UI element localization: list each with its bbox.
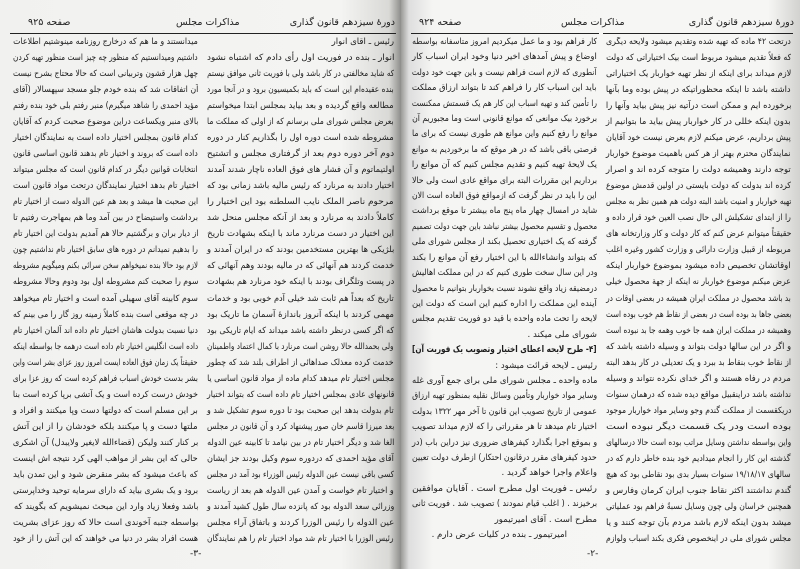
text-line-content: مردم در رفاه هستند و اگر خدای نکرده نتواند و وسیله [606,373,791,384]
text-line [12,245,198,256]
text-line-content: درمضیقه زیاد واقع نشوند نسبت بخواربار بتوانیم تا محصول [412,283,597,294]
text-line [12,518,198,529]
text-line [605,181,791,192]
text-line [411,129,597,140]
text-line-content: فرصتی باقی باشد که در هر موقع که ما برخوردیم به موانع [412,144,597,155]
text-line [605,37,791,48]
text-line [605,294,791,305]
header-rule-left [411,33,599,34]
text-line [411,530,597,541]
text-line [411,330,597,341]
text-line [411,499,597,510]
text-line-content: سوم را صحبت کنم مشروطه اول بود ودوم وحالا مشروطه [12,277,198,288]
text-line-content: را بدهیم نمیدانم در دوره های سابق اختیار تام نداشتیم چون [13,245,198,256]
text-line [605,229,791,240]
text-line [206,406,394,417]
text-line-content: آینده این مملکت را اداره کنیم این است که دولت این [412,298,597,309]
text-line-content: بدون اینکه خللی در کار خواربار پیش بیاید ما بتوانیم از [606,117,791,128]
text-line [12,454,198,465]
text-line-content: پیش برداریم، عرض میکنم لازم بعرض نیست خود آقایان [606,133,791,144]
text-line-content: انتخابات قوانین دیگر در کدام قانون است که مجلس میتواند [13,165,198,176]
text-line [12,261,198,272]
text-line-content: بعد میرزا قاسم خان صور پیشنهاد کرد و آن قانون در مجلس [206,421,394,432]
text-line [206,518,394,529]
text-line-content: که باعث میشود که بشر منقرض شود و این تمدن باید [13,469,198,480]
text-line-content: بوده است ودر یک قسمت دیگر نبوده است [605,421,791,432]
text-line-content: از دیار بران و برگشتیم حالا هم آمدیم بدولت این اختیار تام [12,229,198,240]
text-line [411,299,597,310]
text-line [605,197,791,208]
text-line-content: برخورد بیک موانعی که موانع قانونی است وما مجبوریم آن [412,114,597,125]
text-line [12,117,198,128]
text-line [411,222,597,233]
text-line [12,326,198,337]
text-line-content: آنطوری که لازم است فراهم نیست و باین جهت خود دولت [412,67,597,78]
text-line [605,165,791,176]
header-title: مذاکرات مجلس [176,17,240,28]
text-line-content: دوم آخر دوره دوم بعد از گرفتاری مجلس و اتشتیح [206,149,394,160]
text-line-content: از نقاط خوب بنقاط بد ببرد و یک تعدیلی در کار بدهد البته [605,357,791,368]
text-line-content: آقای مؤید احمدی که دردوره سوم وکیل بودند جز ایشان [207,453,394,464]
text-line-content: کرده اند بدولت که دولت بایستی در اولین قدمش موضوع [605,181,791,192]
text-line [605,374,791,385]
text-line [206,310,394,321]
text-line [12,534,198,545]
text-line [411,268,597,279]
text-line-content: برخورده ایم و ممکن است درآتیه نیز پیش بیاید وآنها را [605,101,791,112]
header-page-number: صفحه ۹۲۴ [419,17,462,28]
text-line [206,502,394,513]
text-line-content: واعلام واجرا خواهد گردید . [501,468,597,479]
text-line [12,181,198,192]
text-line [12,406,198,417]
text-line-content: بلژیکی ها بهترین مستخدمین بودند که در ایران آمدند و [206,245,394,256]
text-line [605,358,791,369]
text-line-content: شورای ملی میکند . [527,329,597,340]
text-line-content: کاملاً دادند به مرنارد و بعد از آنکه مجلس منحل شد [207,213,394,224]
text-line-content: رئیس ـ لایحه قرائت میشود : [495,360,597,371]
text-line-content: رئیس الوزرا با اختیار تام شد مواد اختیار تام را هم نمایندگان [207,533,394,544]
text-line-content: مؤید احمدی را شاهد میگیرم) منبر رفتم بلی خود بنده رفتم [12,101,198,112]
text-line-content: درتحت ۴۲ ماده که تهیه شده وتقدیم میشود ولایحه دیگری [606,37,791,47]
text-line-content: برداشت واستیضاح در بین آمد وما هم بمهاجرت رفتیم تا [13,213,198,224]
text-line-content: عین الدوله را رئیس الوزرا کردند و باتفاق آراء مجلس [206,517,394,528]
text-line [12,502,198,513]
text-line [206,342,394,353]
text-line [12,277,198,288]
text-line [411,376,597,387]
text-line-content: ودر این سال سخت طوری کنیم که در این مملکت اهالیش [411,268,597,279]
text-line [411,176,597,187]
header-series: دورهٔ سیزدهم قانون گذاری [688,17,794,28]
text-line [605,454,791,465]
text-line [12,133,198,144]
text-line-content: محصول و تقسیم محصول بیشتر نباشد باین جهت دولت تصمیم [411,221,597,232]
text-line [206,454,394,465]
text-line [605,53,791,64]
text-line [411,68,597,79]
text-line [411,453,597,464]
text-line [206,53,394,64]
text-line-content: مجلس شورای ملی در اینخصوص فکری بکند اسباب ولوازم [606,533,791,544]
text-line [206,101,394,112]
text-line-content: سالهای ۱۹/۱۸/۱۷ سنوات بسیار بدی بود نقاطی بود که هیچ [606,469,791,480]
text-line-content: و اگر در این سالها دولت بتواند و وسیله داشته باشد که [605,341,791,352]
text-column-right [605,37,791,545]
text-line [206,294,394,305]
text-line [411,191,597,202]
text-line [12,213,198,224]
text-line-content: بواسطه جنبه آخوندی است حالا که روز عزای بشریت [12,517,198,528]
text-line [12,53,198,64]
text-line [12,197,198,208]
text-line-content: لازم بود حالا بنده نمیخواهم سخن سرائی بکنم ومیگویم مشروطه [13,261,198,272]
text-line [411,37,597,48]
text-line-content: الغا شد و دیگر اختیار تام در بین نیامد تا کابینه عین الدوله [206,437,394,448]
text-line-content: میشد بدون اینکه لازم باشد مردم بآن توجه کنند و یا [605,517,791,528]
text-line-content: اوقاتشان تخصیص داده میشود بموضوع خواربار اینکه [606,261,791,272]
text-line-content: [۴- طرح لایحه اعطای اختیار وتصویب یک فوریت آن] [412,345,597,356]
text-line-content: باید این اسباب کار را فراهم کند تا بتواند ارزاق مملکت [412,83,597,94]
text-line-content: اوضاع و پیش آمدهای اخیر دنیا وخود ایران اسباب کار [412,52,597,63]
text-line [411,438,597,449]
text-line-content: در پست وتلگراف بودند با اینکه خود مرنارد هم بشهادت [206,277,394,288]
text-line [12,149,198,160]
text-line-content: تاریخ که بعداً هم ثابت شد خیلی آدم خوبی بود و خدمات [207,293,394,304]
text-line-content: حالی که این بشر از مواهب الهی کرد نتیجه اش اینست [13,453,198,464]
text-line-content: برخیزند . ( اغلب قیام نمودند ) تصویب شد . فوریت ثانی [411,499,597,510]
text-line [411,237,597,248]
text-line [206,149,394,160]
text-line-content: تهیه خواربار و امنیت باشد البته دولت هم همین نظر به مجلس [605,197,791,208]
text-line [12,342,198,353]
text-line-content: مرحوم ناصر الملک نایب السلطنه بود این اختیار را [207,197,394,208]
text-line-content: واین بواسطه نداشتن وسایل مراتب بوده است حالا درسالهای [605,437,791,448]
text-line-content: مجلس اختیار تام میدهد کدام ماده از مواد قانون اساسی یا [206,373,394,384]
text-line-content: در چه موقعی است بنده کاملاً زمینه روز گار را می بینم که [13,309,198,320]
text-line [605,438,791,449]
text-line [12,390,198,401]
text-line [411,145,597,156]
text-line [206,261,394,272]
text-line-content: بنده عقیده‌ام این است که باید بکمیسیون برود و در آنجا مورد [207,85,394,96]
text-line-content: بالای منبر ویکساعت دراین موضوع صحبت کردم که آقایان [12,117,198,128]
text-line-content: مطالعه واقع گردیده و بعد بیاید بمجلس ابتدا میخواستم [207,101,394,112]
text-line-content: همچنین خراسان ولی چون وسایل نسبةً فراهم بود عملیاتی [605,501,791,512]
text-line-content: حقیقتاً یک زمان فوق العاده ایست امروز روز عزای بشر است واین [13,357,198,368]
text-line-content: بد باشد محصول در مملکت ایران همیشه در بعضی اوقات در [606,293,791,304]
text-line-content: دنیا نسبت بدولت هاشان اختیار تام داده اند آلمان اختیار تام [13,325,198,336]
text-line [206,181,394,192]
text-line [605,261,791,272]
text-line-content: بشر بدست خودش اسباب فراهم کرده است که روز عزا برای [12,373,198,384]
text-line [206,470,394,481]
text-line [206,213,394,224]
section-heading [411,345,597,356]
text-line [411,284,597,295]
text-line-content: وسایر مواد خواربار وتأمین وسائل نقلیه بمنظور تهیه ارزاق [411,391,597,402]
text-line-content: امیرتیمور ـ بنده در کلیات عرض دارم . [431,530,567,540]
text-line-content: بعرض مجلس شورای ملی برسانم که از اولی که مملکت ما [207,117,394,128]
text-line-content: خدمت کرده معذلک صداهائی از اطراف بلند شد که چطور [207,357,394,368]
text-line-content: دریکقسمت از مملکت گندم وجو وسایر مواد خواربار موجود [605,405,791,416]
text-line-content: نداشته باشد دراینقبیل مواقع دیده شده که درهمان سنوات [606,389,791,400]
text-line [12,294,198,305]
text-line-content: بر کنار کنند ولیکن (قضاءالله لایغیر ولایبدل) آن اشکری [12,437,198,448]
text-line [605,69,791,80]
text-line [206,133,394,144]
text-line-content: کسی باقی نیست عین الدوله رئیس الوزراء بود آمد در مجلس [206,469,394,480]
text-line [605,277,791,288]
text-line [12,374,198,385]
text-line-content: و بموقع اجرا بگذارد کیفرهای ضروری نیز دراین باب (در [411,437,597,448]
text-line-content: شاید در امسال چهار ماه پنج ماه بیشتر تا موقع برداشت [411,206,597,217]
text-line-content: انوار ـ بنده در فوریت اول رأی دادم که اشتباه نشود [206,53,394,64]
text-line [12,101,198,112]
text-line [605,149,791,160]
text-line-content: داشتیم ومیدانستیم که منظور چه چیز است منظور تهیه کردن [13,53,198,64]
text-line [206,374,394,385]
text-line [411,52,597,63]
text-line-content: گندم نداشتند اکثر نقاط جنوب ایران کرمان وفارس و [605,485,791,496]
text-line [411,83,597,94]
text-line [12,358,198,369]
text-line-content: بعضی جاها بد بوده است در بعضی از نقاط هم خوب بوده است [605,309,791,320]
text-line-content: خدمت کردند هم آنهائی که در مالیه بودند وهم آنهائی که [206,261,394,272]
text-line [12,470,198,481]
text-line [206,37,394,48]
text-line [411,515,597,526]
text-line [411,314,597,325]
text-line-content: نمایندگان محترم بهتر از هر کس باهمیت موضوع خواربار [606,149,791,160]
text-line [12,165,198,176]
text-line [206,277,394,288]
text-line-content: وهمیشه در مملکت ایران همه جا خوب وهمه جا بد نبوده است [605,325,791,336]
text-line-content: حقیقتاً میتوانم عرض کنم که کار دولت و کار وزارتخانه های [605,229,791,240]
text-line-content: ملتها دست و پا میکنند بلکه خودشان را از این آتش [13,421,198,432]
header-series: دورهٔ سیزدهم قانون گذاری [289,17,395,28]
text-line [206,534,394,545]
text-line-content: را تأمین کند و تهیه اسباب این کار هم یک قسمتش ممکنست [411,98,597,109]
text-line [206,165,394,176]
text-line-content: اولتیماتوم و آن فشار های فوق العاده ناچار شدند آمدند [206,165,394,176]
header-title: مذاکرات مجلس [561,17,625,28]
text-line-content: برداریم این مقررات البته برای مواقع عادی است ولی حالا [411,175,597,186]
text-line [206,197,394,208]
text-line [411,253,597,264]
text-line-content: و اختیار تام خواست و آمدن عین الدوله هم بعد از ریاست [207,485,394,496]
text-line-content: باشد وفعلا زیاد وارد این مبحث نمیشویم که بگویند که [13,501,198,512]
text-line [605,117,791,128]
text-line-content: ولی بحمدالله حالا روشن است مرنارد با کمال اعتماد واطمینان [207,341,394,352]
text-line-content: داده است که بروند و اختیار تام بدهند قانون اساسی قانون [13,149,198,160]
header-rule [10,33,396,34]
page-footer-number: -۲- [587,549,599,559]
text-line [206,245,394,256]
text-line-content: بر این مسلم است که دولتها دست وپا میکنند و افراد و [13,405,198,416]
text-line-content: خودش درست کرده است و یک آتشی برپا کرده است بنا [12,389,198,400]
text-line-content: سوم کابینه آقای سهیلی آمده است و اختیار تام میخواهد [13,293,198,304]
text-line [12,422,198,433]
text-column-left [12,37,198,545]
text-line [206,326,394,337]
text-line-content: اختیار دادند به مرنارد که رئیس مالیه باشد زمانی بود که [206,181,394,192]
text-line [12,229,198,240]
header-page-number: صفحه ۹۲۵ [28,17,71,28]
text-line-content: میدانستند و ما هم که درخارج روزنامه مینوشتیم اطلاعات [13,37,198,47]
text-line [206,438,394,449]
text-line-content: اختیار تام میدهد تا هر مقرراتی را که لازم میداند تصویب [412,422,597,433]
text-line-content: وزرائی سعد الدوله بود که پانزده سال طول کشید آمدند و [206,501,394,512]
text-line-content: مهمی کردند با اینکه آنروز باندازهٔ آسمان ما تاریک بود [206,309,394,320]
text-line [206,85,394,96]
text-line [411,99,597,110]
text-column-left [411,37,597,541]
text-line [12,310,198,321]
text-line-content: چهل هزار قشون وتربیانی است که حالا محتاج بشرح نیست [12,69,198,80]
text-line [206,486,394,497]
text-line-content: که اگر کسی درنظر داشته باشد میداند که ایام تاریکی بود [206,325,394,336]
text-line [206,422,394,433]
text-line-content: گذشته این کار را انجام میدادیم خود بنده خاطر دارم که در [606,453,791,464]
page-924 [401,0,800,569]
text-line [411,361,597,372]
text-line-content: اختیار تام بدهد اختیار نمایندگان درتحت مواد قانون است [12,181,198,192]
text-line [605,470,791,481]
text-line-content: موانع را رفع کنیم واین موانع هم طوری نیست که برای ما [411,129,597,140]
text-line [605,390,791,401]
text-line [605,326,791,337]
text-line [206,390,394,401]
text-line-content: مشروطه شده است دوره اول را بگذاریم کنار در دوره [207,133,394,144]
text-line [12,486,198,497]
page-footer-number: -۳- [190,549,202,559]
text-line-content: که فعلاً تقدیم میشود مربوط است بیک اختیاراتی که دولت [605,53,791,64]
text-line-content: داشته باشد تا اینکه محظوراتیکه در پیش بوده وما بآنها [606,85,791,96]
text-line [605,342,791,353]
text-line [605,310,791,321]
text-line [605,534,791,545]
text-line-content: که بتواند وانشاءالله با این اختیار رفع آن موانع را بکند [411,252,597,263]
text-line [605,85,791,96]
text-line-content: که شاید مخالفتی در کار باشد ولی با فوریت ثانی موافق نیستم [206,69,394,80]
text-line-content: گرفته که یک اختیاری تحصیل بکند از مجلس شورای ملی [412,237,597,248]
text-line [605,518,791,529]
text-line-content: تام بدولت بدهد این صحبت بود تا دوره سوم تشکیل شد و [207,405,394,416]
text-line-content: مطرح است . آقای امیرتیمور [494,514,597,525]
text-line [206,229,394,240]
text-line [12,85,198,96]
text-line [411,160,597,171]
text-line [605,213,791,224]
text-line-content: رئیس ـ آقای انوار [331,37,394,47]
text-line-content: هست افراد بشر در دنیا می خواهند که این آتش را از خود [13,533,198,544]
text-line [605,133,791,144]
text-line-content: توجه دارند وهمیشه دولت را متوجه کرده اند و اصرار [606,165,791,176]
text-line [206,117,394,128]
text-line-content: عمومی از تاریخ تصویب این قانون تا آخر مهر ۱۳۲۲ بدولت [412,406,597,417]
text-line [605,502,791,513]
text-line-content: این اختیار در دست مرنارد ماند با اینکه بشهادت تاریخ [207,229,394,240]
text-line-content: کدام قانون بمجلس اختیار داده است به نمایندگان اختیار [12,133,198,144]
text-line-content: برود و یک بشری بیاید که دارای سرمایه توحید وخداپرستی [12,485,198,496]
text-line-content: این صحبت ها میشد و بعد هم عین الدوله دست از اختیار تام [12,197,198,208]
text-line [411,407,597,418]
text-line [12,37,198,48]
text-column-right [206,37,394,545]
text-line [605,422,791,433]
header-rule-right [603,33,793,34]
text-line [411,114,597,125]
text-line [605,101,791,112]
text-line-content: قانونهای عادی بمجلس اختیار تام داده است که بتواند اختیار [206,389,394,400]
text-line [206,358,394,369]
text-line [12,438,198,449]
text-line [411,391,597,402]
text-line [605,486,791,497]
text-line-content: را از ابتدای تشکیلش الی حال نصب العین خود قرار داده و [606,213,791,224]
text-line-content: لازم میداند برای اینکه از نظر تهیه خواربار یک اختیاراتی [605,69,791,80]
text-line-content: داده است انگلیس اختیار تام داده است درهمه جا بواسطه اینکه [12,341,198,352]
text-line [411,484,597,495]
text-line-content: کار فراهم بود و ما عمل میکردیم امروز متأسفانه بواسطه [411,37,597,47]
text-line [411,468,597,479]
text-line-content: ماده واحده ـ مجلس شورای ملی برای جمع آوری غله [411,375,597,386]
text-line [206,69,394,80]
text-line [605,406,791,417]
text-line-content: لایحه را تحت ماده واحده با قید دو فوریت تقدیم مجلس [411,314,597,325]
text-line-content: حدود کیفرهای مقرر درقانون احتکار) ازطرف دولت تعیین [412,452,597,463]
text-line-content: عرض میکنم موضوع خواربار نه اینکه از جهة محصول خیلی [606,277,791,288]
text-line-content: رئیس ـ فوریت اول مطرح است . آقایان موافقین [412,483,597,494]
text-line-content: آن اتفاقات شد که بنده خودم جلو مسجد سپهسالار (آقای [12,85,198,96]
text-line-content: یک لایحهٔ تهیه کنیم و تقدیم مجلس کنیم که آن موانع را [411,160,597,171]
text-line [605,245,791,256]
text-line [411,206,597,217]
text-line [12,69,198,80]
text-line-content: مربوطه از قبیل وزارت دارائی و وزارت کشور وغیره اغلب [606,245,791,256]
text-line [411,422,597,433]
text-line-content: این را باید در نظر گرفت که ازمواقع فوق العاده است الان [412,191,597,202]
